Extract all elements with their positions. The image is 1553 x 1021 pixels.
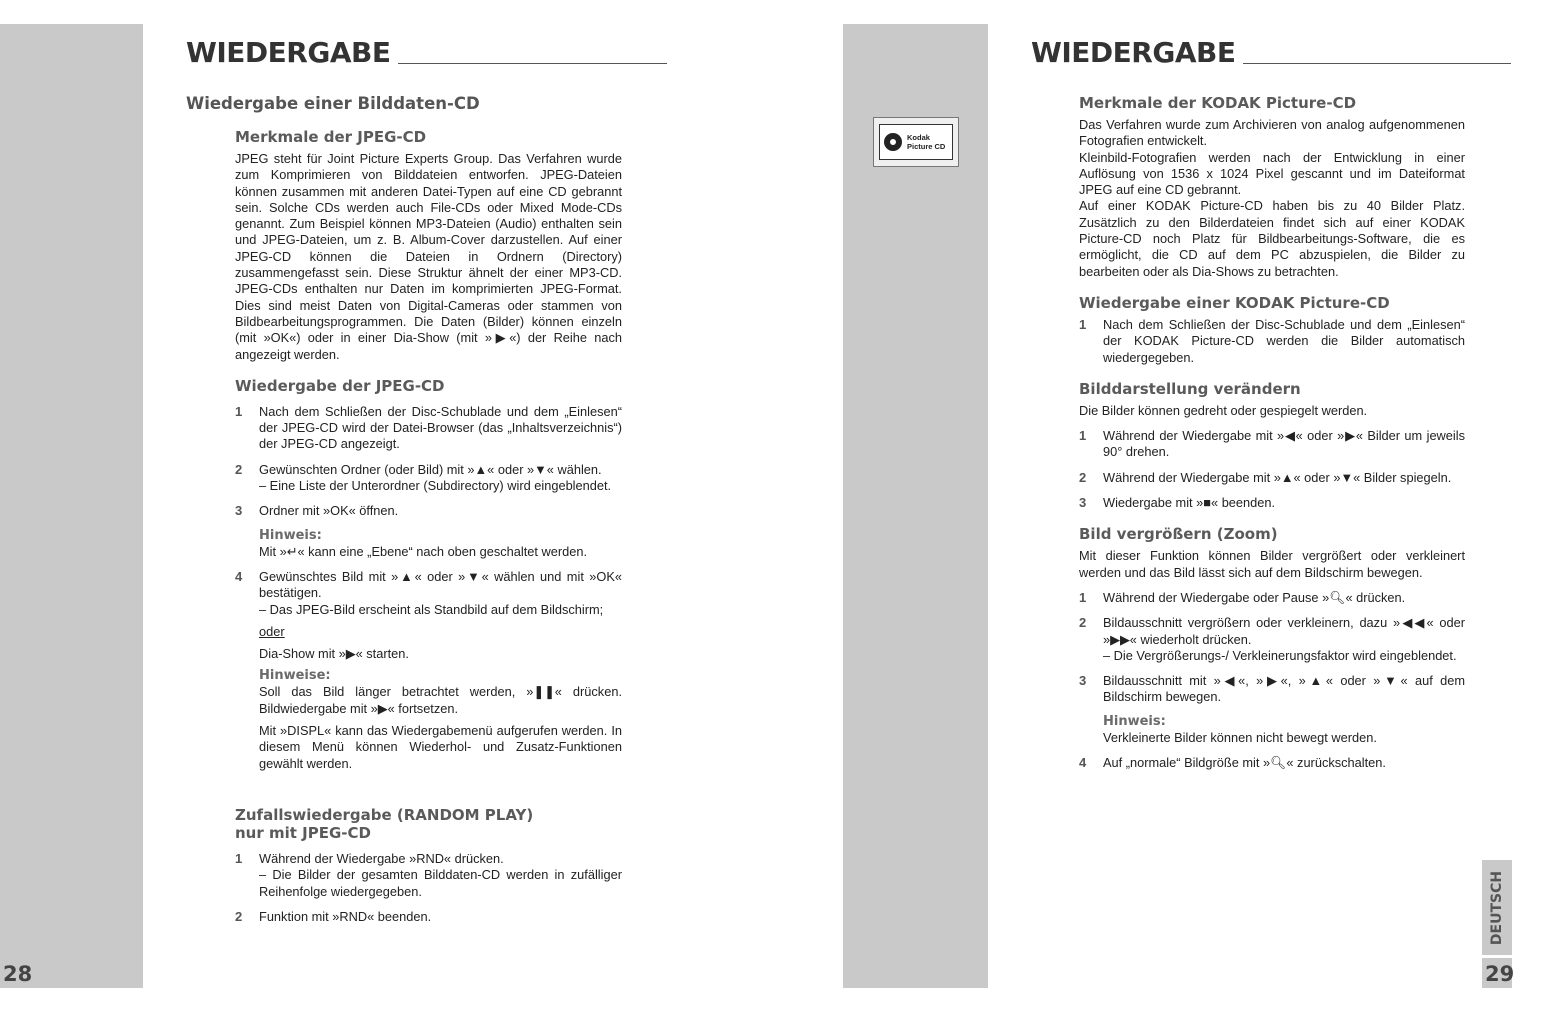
jpeg-features-section [235, 128, 622, 363]
page-title-right [1031, 38, 1511, 68]
kodak-playback-heading: Wiedergabe einer KODAK Picture-CD [1079, 293, 1390, 312]
jpeg-playback-heading: Wiedergabe der JPEG-CD [235, 376, 445, 395]
zoom-intro: Mit dieser Funktion können Bilder vergrößert oder verkleinert werden und das Bild lässt sich auf dem Bildschirm bewegen. [1079, 548, 1465, 580]
jpeg-features-heading: Merkmale der JPEG-CD [235, 128, 427, 146]
random-step-2: 2 Funktion mit »RND« beenden. [235, 909, 622, 925]
hint-block [1079, 714, 1465, 746]
step-text: Während der Wiedergabe mit »◀« oder »▶« Bilder um jeweils 90° drehen. [1103, 428, 1465, 460]
hint-block [235, 528, 622, 560]
step-text: Bildausschnitt vergrößern oder verkleinern, dazu »◀◀« oder »▶▶« wiederholt drücken. [1103, 615, 1465, 647]
title-rule [398, 63, 667, 64]
step-text: Ordner mit »OK« öffnen. [259, 503, 399, 519]
left-column [235, 128, 622, 786]
step-1: 1 Nach dem Schließen der Disc-Schublade und dem „Einlesen“ der KODAK Picture-CD werden die Bilder automatisch wiedergegeben. [1079, 316, 1465, 365]
image-change-heading: Bilddarstellung verändern [1079, 379, 1301, 398]
step-text: Während der Wiedergabe mit »▲« oder »▼« Bilder spiegeln. [1103, 469, 1452, 485]
disc-icon [884, 133, 902, 151]
logo-line-2: Picture CD [907, 142, 946, 151]
hint-text: Verkleinerte Bilder können nicht bewegt werden. [1103, 729, 1377, 745]
zoom-section [1079, 525, 1465, 771]
step-note: – Die Bilder der gesamten Bilddaten-CD werden in zufälliger Reihenfolge wiedergegeben. [259, 867, 622, 899]
step-text: Gewünschten Ordner (oder Bild) mit »▲« oder »▼« wählen. [259, 461, 602, 477]
kodak-playback-section [1079, 294, 1465, 366]
section-heading: Wiedergabe einer Bilddaten-CD [186, 94, 480, 113]
step-note: – Das JPEG-Bild erscheint als Standbild auf dem Bildschirm; [259, 601, 604, 617]
random-step-1: 1 Während der Wiedergabe »RND« drücken. – Die Bilder der gesamten Bilddaten-CD werden in zufälliger Reihenfolge wiedergegeben. [235, 851, 622, 899]
step-3: 3 Bildausschnitt mit »◀«, »▶«, »▲« oder »▼« auf dem Bildschirm bewegen. [1079, 673, 1465, 705]
step-4: 4 Auf „normale“ Bildgröße mit »🔍︎« zurückschalten. [1079, 755, 1465, 771]
step-1: 1 Während der Wiedergabe oder Pause »🔍︎« drücken. [1079, 590, 1465, 606]
step-note: – Eine Liste der Unterordner (Subdirectory) wird eingeblendet. [259, 478, 612, 494]
step-3: 3 Wiedergabe mit »■« beenden. [1079, 495, 1465, 511]
step-text: Funktion mit »RND« beenden. [259, 908, 432, 924]
jpeg-playback-section [235, 377, 622, 772]
random-heading-2: nur mit JPEG-CD [235, 824, 371, 842]
image-change-intro: Die Bilder können gedreht oder gespiegelt werden. [1079, 402, 1368, 418]
step-2: 2 Bildausschnitt vergrößern oder verkleinern, dazu »◀◀« oder »▶▶« wiederholt drücken. – Die Vergrößerungs-/ Verkleinerungsfaktor wird eingeblendet. [1079, 615, 1465, 663]
step-2: 2 Gewünschten Ordner (oder Bild) mit »▲« oder »▼« wählen. – Eine Liste der Unterordner (Subdirectory) wird eingeblendet. [235, 462, 622, 495]
page-title-text: WIEDERGABE [186, 36, 391, 69]
kodak-features-text-3: Auf einer KODAK Picture-CD haben bis zu 40 Bilder Platz. Zusätzlich zu den Bilderdateien findet sich auf einer KODAK Picture-CD noch Platz für Bildbearbeitungs-Software, die es ermöglicht, die CD auf dem PC abzuspielen, die Bilder zu bearbeiten oder als Dia-Shows zu betrachten. [1079, 198, 1465, 279]
page-number-left: 28 [3, 962, 33, 986]
step-4: 4 Gewünschtes Bild mit »▲« oder »▼« wählen und mit »OK« bestätigen. – Das JPEG-Bild erscheint als Standbild auf dem Bildschirm; oder Dia-Show mit »▶« starten. Hinweise: Soll das Bild länger betrachtet werden, »❚❚« drücken. Bildwiedergabe mit »▶« fortsetzen. Mit »DISPL« kann das Wiedergabemenü aufgerufen werden. In diesem Menü können Wiederhol- und Zusatz-Funktionen gewählt werden. [235, 568, 622, 771]
language-tab [1482, 860, 1512, 955]
kodak-features-heading: Merkmale der KODAK Picture-CD [1079, 94, 1357, 112]
step-text: Während der Wiedergabe »RND« drücken. [259, 851, 504, 866]
kodak-features-section [1079, 94, 1465, 280]
step-2: 2 Während der Wiedergabe mit »▲« oder »▼« Bilder spiegeln. [1079, 470, 1465, 486]
kodak-features-text-1: Das Verfahren wurde zum Archivieren von analog aufgenommenen Fotografien entwickelt. [1079, 117, 1465, 149]
step-3: 3 Ordner mit »OK« öffnen. [235, 503, 622, 519]
right-column [1079, 94, 1465, 785]
step-text: Gewünschtes Bild mit »▲« oder »▼« wählen und mit »OK« bestätigen. [259, 568, 622, 601]
step-text: Wiedergabe mit »■« beenden. [1103, 495, 1276, 511]
step-alt: Dia-Show mit »▶« starten. [259, 646, 409, 662]
hint-text: Mit »↵« kann eine „Ebene“ nach oben geschaltet werden. [259, 543, 588, 559]
step-note: – Die Vergrößerungs-/ Verkleinerungsfaktor wird eingeblendet. [1103, 647, 1457, 663]
jpeg-features-text: JPEG steht für Joint Picture Experts Group. Das Verfahren wurde zum Komprimieren von Bilddateien entworfen. JPEG-Dateien können zusammen mit anderen Datei-Typen auf eine CD gebrannt sein. Solche CDs werden auch File-CDs oder Mixed Mode-CDs genannt. Zum Beispiel können MP3-Dateien (Audio) enthalten sein und JPEG-Dateien, um z. B. Album-Cover darzustellen. Auf einer JPEG-CD können die Dateien in Ordnern (Directory) zusammengefasst sein. Diese Struktur ähnelt der einer MP3-CD. JPEG-CDs enthalten nur Daten im komprimierten JPEG-Format. Dies sind meist Daten von Digital-Cameras oder stammen von Bildbearbeitungsprogrammen. Die Daten (Bilder) können einzeln (mit »OK«) oder in einer Dia-Show (mit »▶«) der Reihe nach angezeigt werden. [235, 151, 622, 362]
step-text: Nach dem Schließen der Disc-Schublade und dem „Einlesen“ der JPEG-CD wird der Datei-Browser (das „Inhaltsverzeichnis“) der JPEG-CD angezeigt. [259, 403, 622, 452]
step-text: Während der Wiedergabe oder Pause »🔍︎« drücken. [1103, 589, 1406, 605]
hints-text-1: Soll das Bild länger betrachtet werden, »❚❚« drücken. Bildwiedergabe mit »▶« fortsetzen. [259, 684, 622, 716]
kodak-features-text-2: Kleinbild-Fotografien werden nach der Entwicklung in einer Auflösung von 1536 x 1024 Pixel gescannt und im Dateiformat JPEG auf eine CD gebrannt. [1079, 149, 1465, 198]
page-number-right: 29 [1485, 962, 1515, 986]
zoom-heading: Bild vergrößern (Zoom) [1079, 525, 1278, 544]
left-section-title [186, 94, 626, 113]
image-change-section [1079, 380, 1465, 511]
random-section [235, 806, 622, 925]
kodak-picture-cd-logo [873, 117, 959, 167]
step-text: Auf „normale“ Bildgröße mit »🔍︎« zurückschalten. [1103, 755, 1386, 771]
page-title-left [186, 38, 667, 68]
hint-label: Hinweis: [259, 527, 322, 543]
right-margin-bar [843, 24, 988, 988]
random-heading-1: Zufallswiedergabe (RANDOM PLAY) [235, 806, 534, 824]
logo-line-1: Kodak [907, 133, 930, 142]
step-1: 1 Nach dem Schließen der Disc-Schublade und dem „Einlesen“ der JPEG-CD wird der Datei-Browser (das „Inhaltsverzeichnis“) der JPEG-CD angezeigt. [235, 403, 622, 452]
left-margin-bar [0, 24, 143, 988]
page-title-text: WIEDERGABE [1031, 36, 1236, 69]
step-text: Bildausschnitt mit »◀«, »▶«, »▲« oder »▼« auf dem Bildschirm bewegen. [1103, 673, 1465, 705]
step-1: 1 Während der Wiedergabe mit »◀« oder »▶« Bilder um jeweils 90° drehen. [1079, 428, 1465, 460]
hints-text-2: Mit »DISPL« kann das Wiedergabemenü aufgerufen werden. In diesem Menü können Wiederhol- und Zusatz-Funktionen gewählt werden. [259, 723, 622, 771]
hints-label: Hinweise: [259, 668, 331, 684]
hint-label: Hinweis: [1103, 713, 1166, 729]
step-text: Nach dem Schließen der Disc-Schublade und dem „Einlesen“ der KODAK Picture-CD werden die Bilder automatisch wiedergegeben. [1103, 316, 1465, 365]
language-tab-label: DEUTSCH [1489, 870, 1505, 945]
title-rule [1243, 63, 1511, 64]
or-text: oder [259, 623, 285, 639]
